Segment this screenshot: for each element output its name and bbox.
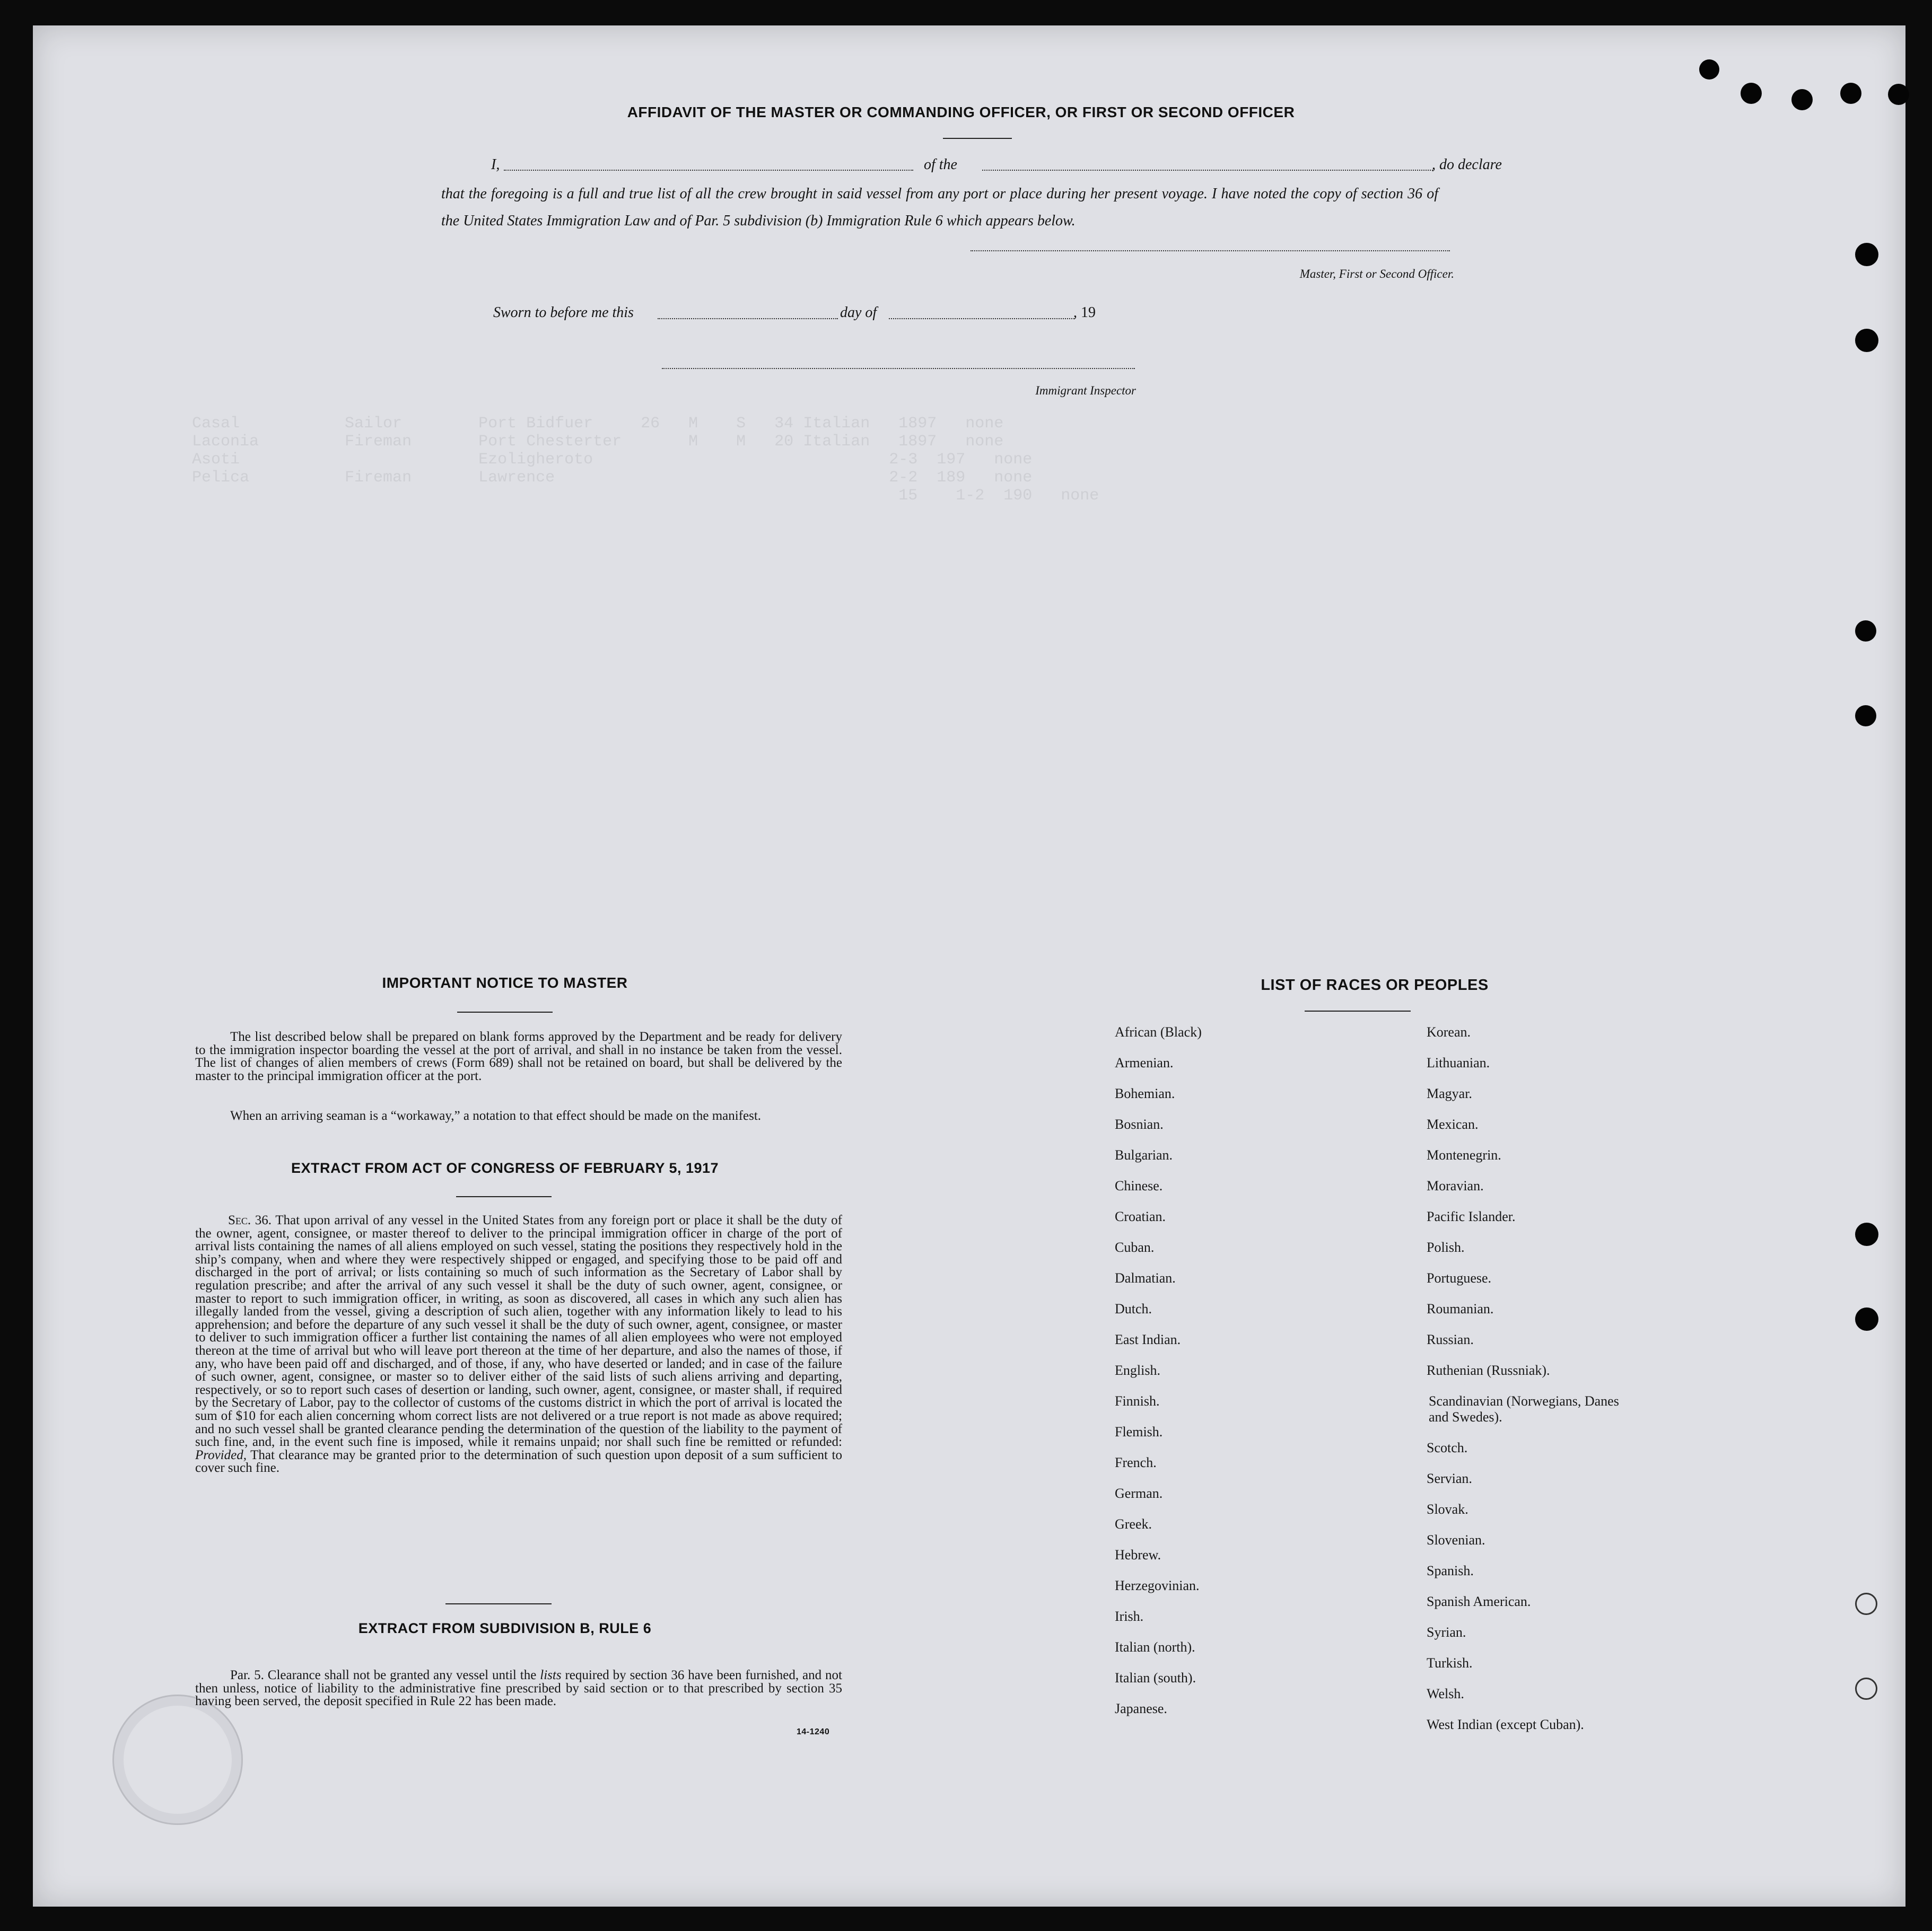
race-item: English. xyxy=(1115,1363,1160,1378)
race-item: Croatian. xyxy=(1115,1209,1166,1224)
race-item: Turkish. xyxy=(1427,1655,1473,1671)
race-item: Slovak. xyxy=(1427,1502,1468,1517)
race-item: Hebrew. xyxy=(1115,1547,1161,1563)
affidavit-do-declare-label: , do declare xyxy=(1432,156,1502,173)
punch-hole xyxy=(1855,1678,1877,1700)
document-page xyxy=(33,25,1905,1907)
races-column-1 xyxy=(1115,1017,1202,1724)
punch-hole xyxy=(1855,243,1878,266)
master-signature-label: Master, First or Second Officer. xyxy=(1299,267,1454,280)
race-item: Flemish. xyxy=(1115,1424,1163,1440)
sworn-year-label: , 19 xyxy=(1073,304,1096,321)
race-item: Pacific Islander. xyxy=(1427,1209,1516,1224)
punch-hole xyxy=(1741,83,1762,104)
races-title: LIST OF RACES OR PEOPLES xyxy=(1261,977,1489,994)
punch-hole xyxy=(1855,329,1878,352)
race-item: Bohemian. xyxy=(1115,1086,1175,1101)
race-item: French. xyxy=(1115,1455,1157,1470)
notice-title: IMPORTANT NOTICE TO MASTER xyxy=(382,975,628,991)
race-item: Roumanian. xyxy=(1427,1301,1494,1316)
punch-hole xyxy=(1840,83,1861,104)
sworn-date-line[interactable] xyxy=(658,318,838,319)
race-item: Cuban. xyxy=(1115,1240,1155,1255)
race-item: Magyar. xyxy=(1427,1086,1472,1101)
race-item: German. xyxy=(1115,1486,1163,1501)
race-item: Slovenian. xyxy=(1427,1532,1485,1548)
race-item: Welsh. xyxy=(1427,1686,1464,1701)
sworn-label: Sworn to before me this xyxy=(493,304,634,321)
races-rule xyxy=(1305,1011,1411,1012)
rule-extract-title: EXTRACT FROM SUBDIVISION B, RULE 6 xyxy=(358,1620,652,1636)
race-item: Moravian. xyxy=(1427,1178,1484,1193)
race-item: Syrian. xyxy=(1427,1625,1466,1640)
race-item: Spanish. xyxy=(1427,1563,1474,1578)
races-column-2 xyxy=(1427,1017,1630,1740)
punch-hole xyxy=(1791,89,1813,110)
race-item: Russian. xyxy=(1427,1332,1474,1347)
race-item: Italian (south). xyxy=(1115,1670,1196,1686)
race-item: Bosnian. xyxy=(1115,1117,1164,1132)
race-item: Dalmatian. xyxy=(1115,1270,1176,1286)
race-item: Irish. xyxy=(1115,1609,1144,1624)
title-rule xyxy=(943,138,1012,139)
punch-hole xyxy=(1855,705,1876,726)
affidavit-title: AFFIDAVIT OF THE MASTER OR COMMANDING OFFICER, OR FIRST OR SECOND OFFICER xyxy=(627,104,1295,120)
form-number: 14-1240 xyxy=(797,1727,830,1736)
punch-hole xyxy=(1855,1223,1878,1246)
act-end-rule xyxy=(445,1603,552,1604)
race-item: East Indian. xyxy=(1115,1332,1181,1347)
race-item: Dutch. xyxy=(1115,1301,1152,1316)
master-signature-line[interactable] xyxy=(971,250,1450,251)
name-field-line[interactable] xyxy=(504,170,913,171)
notice-rule xyxy=(457,1012,553,1013)
inspector-signature-line[interactable] xyxy=(662,368,1135,369)
affidavit-i-label: I, xyxy=(491,156,500,173)
race-item: Polish. xyxy=(1427,1240,1465,1255)
punch-hole xyxy=(1855,620,1876,642)
vessel-field-line[interactable] xyxy=(982,170,1433,171)
race-item: Mexican. xyxy=(1427,1117,1479,1132)
affidavit-of-the-label: of the xyxy=(924,156,957,173)
section-label: Sec. 36. xyxy=(228,1213,272,1227)
sworn-day-label: day of xyxy=(840,304,877,321)
race-item: Scandinavian (Norwegians, Danes and Swedes). xyxy=(1429,1393,1619,1425)
race-item: Japanese. xyxy=(1115,1701,1167,1716)
race-item: Finnish. xyxy=(1115,1393,1160,1409)
embossed-seal xyxy=(112,1695,243,1825)
race-item: Montenegrin. xyxy=(1427,1147,1501,1163)
race-item: Greek. xyxy=(1115,1516,1152,1532)
notice-paragraph-1: The list described below shall be prepared on blank forms approved by the Department and be ready for delivery to the immigration inspector boarding the vessel at the port of arrival, and shall in no instance be taken from the vessel. The list of changes of alien members of crews (Form 689) shall not be retained on board, but shall be delivered by the master to the principal immigration officer at the port. xyxy=(195,1030,842,1083)
punch-hole xyxy=(1855,1307,1878,1331)
act-rule xyxy=(456,1196,552,1197)
affidavit-body: that the foregoing is a full and true list of all the crew brought in said vessel from any port or place during her present voyage. I have noted the copy of section 36 of the United States Immigration Law and of Par. 5 subdivision (b) Immigration Rule 6 which appears below. xyxy=(441,186,1438,229)
race-item: Italian (north). xyxy=(1115,1639,1195,1655)
punch-hole xyxy=(1855,1593,1877,1615)
race-item: Scotch. xyxy=(1427,1440,1468,1455)
race-item: Bulgarian. xyxy=(1115,1147,1173,1163)
race-item: Herzegovinian. xyxy=(1115,1578,1200,1593)
punch-hole xyxy=(1888,84,1909,105)
notice-paragraph-2: When an arriving seaman is a “workaway,” a notation to that effect should be made on the manifest. xyxy=(230,1109,762,1123)
race-item: African (Black) xyxy=(1115,1024,1202,1040)
race-item: Chinese. xyxy=(1115,1178,1163,1193)
race-item: Spanish American. xyxy=(1427,1594,1531,1609)
race-item: Korean. xyxy=(1427,1024,1471,1040)
inspector-label: Immigrant Inspector xyxy=(1035,384,1136,397)
race-item: Lithuanian. xyxy=(1427,1055,1490,1070)
race-item: West Indian (except Cuban). xyxy=(1427,1717,1584,1732)
race-item: Portuguese. xyxy=(1427,1270,1492,1286)
act-extract-title: EXTRACT FROM ACT OF CONGRESS OF FEBRUARY 5, 1917 xyxy=(291,1160,719,1176)
act-extract-text: Sec. 36. That upon arrival of any vessel in the United States from any foreign port or place it shall be the duty of the owner, agent, consignee, or master thereof to deliver to the principal immigration officer in charge of the port of arrival lists containing the names of all aliens employed on such vessel, stating the positions they respectively hold in the ship’s company, when and where they were respectively shipped or engaged, and specifying those to be paid off and discharged in the port of arrival; or lists containing so much of such information as the Secretary of Labor shall by regulation prescribe; and after the arrival of any such vessel it shall be the duty of such owner, agent, consignee, or master to report to such immigration officer, in writing, as soon as discovered, all cases in which any such alien has illegally landed from the vessel, giving a description of such alien, together with any information likely to lead to his apprehension; and before the departure of any such vessel it shall be the duty of such owner, agent, consignee, or master to deliver to such immigration officer a further list containing the names of all alien employees who were not employed thereon at the time of arrival but who will leave port thereon at the time of her departure, and also the names of those, if any, who have been paid off and discharged, and of those, if any, who have deserted or landed; and in case of the failure of such owner, agent, consignee, or master so to deliver either of the said lists of such aliens arriving and departing, respectively, or so to report such cases of desertion or landing, such owner, agent, consignee, or master shall, if required by the Secretary of Labor, pay to the collector of customs of the customs district in which the port of arrival is located the sum of $10 for each alien concerning whom correct lists are not delivered or a true report is not made as above required; and no such vessel shall be granted clearance pending the determination of the question of the liability to the payment of such fine, and, in the event such fine is imposed, while it remains unpaid; nor shall such fine be remitted or refunded: Provided, That clearance may be granted prior to the determination of such question upon deposit of a sum sufficient to cover such fine. xyxy=(195,1213,842,1476)
bleed-through-text: Casal Sailor Port Bidfuer 26 M S 34 Italian 1897 none Laconia Fireman Port Chesterter M M 20 Italian 1897 none Asoti Ezoligheroto 2-3 197 none Pelica Fireman Lawrence 2-2 189 none 15 1-2 190 none xyxy=(192,415,1099,505)
race-item: Ruthenian (Russniak). xyxy=(1427,1363,1550,1378)
sworn-month-line[interactable] xyxy=(889,318,1074,319)
punch-hole xyxy=(1699,59,1719,80)
race-item: Servian. xyxy=(1427,1471,1472,1486)
race-item: Armenian. xyxy=(1115,1055,1174,1070)
rule-extract-text: Par. 5. Clearance shall not be granted any vessel until the lists required by section 36 have been furnished, and not then unless, notice of liability to the administrative fine prescribed by said section or to that prescribed by section 35 having been served, the deposit specified in Rule 22 has been made. xyxy=(195,1668,842,1709)
